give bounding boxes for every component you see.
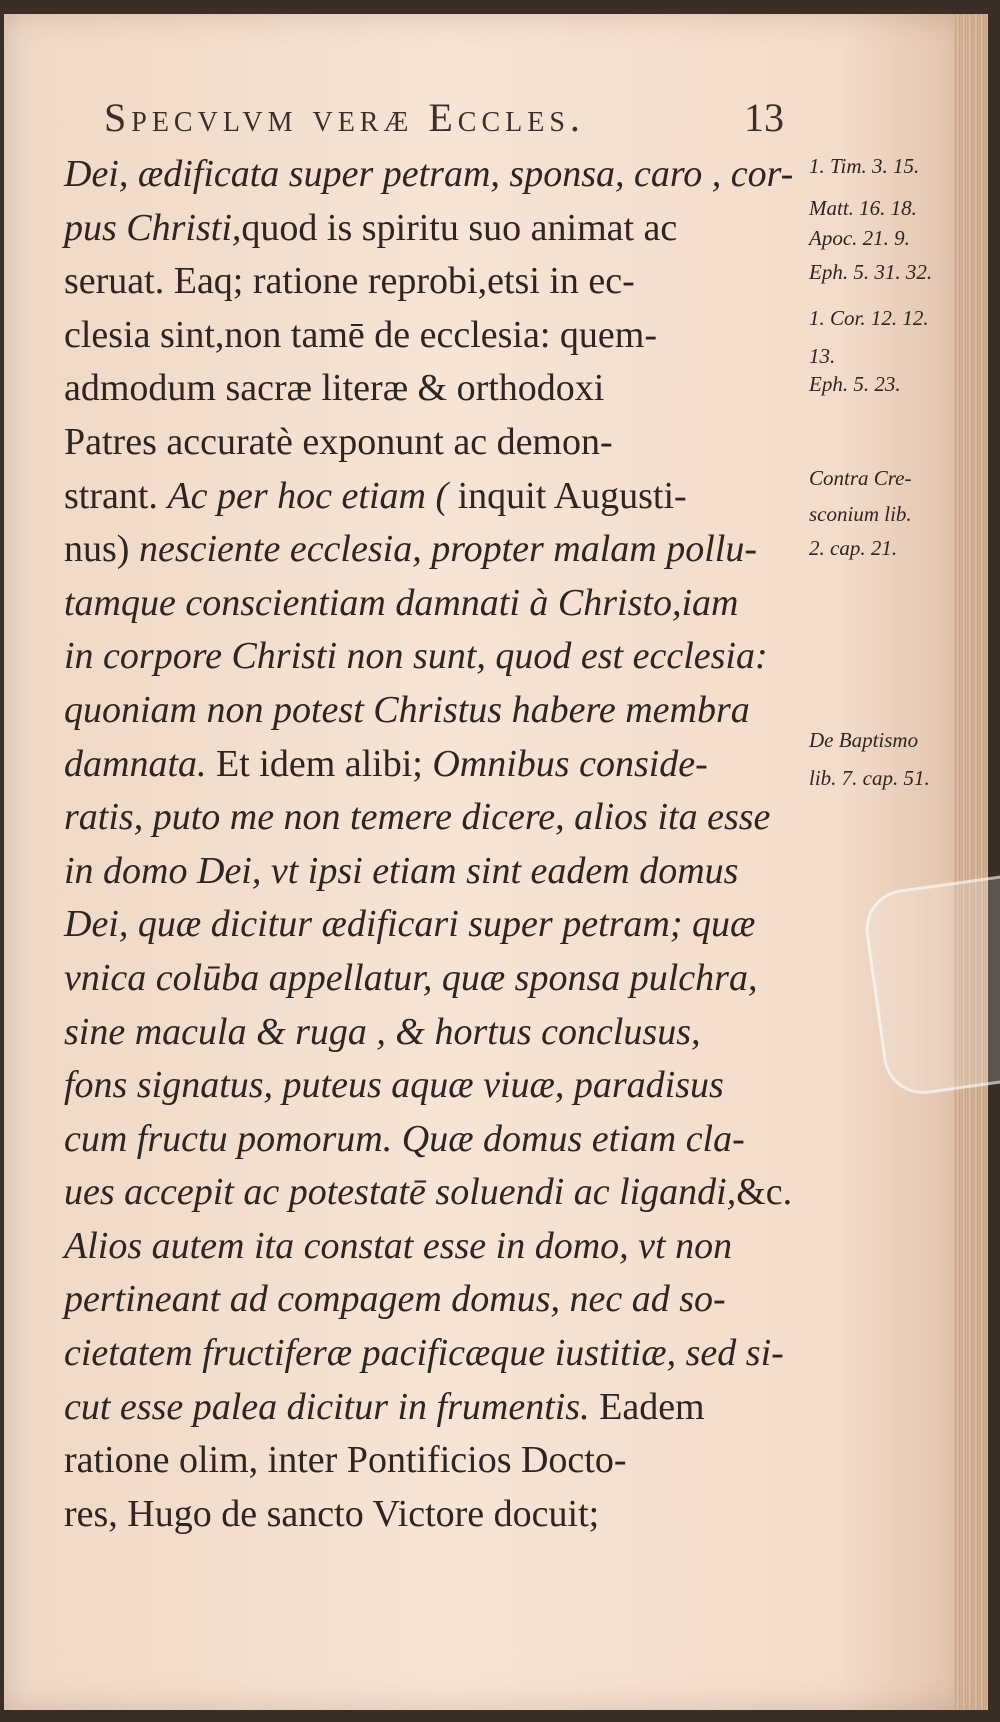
text-line	[64, 1006, 804, 1060]
page-number: 13	[744, 95, 784, 140]
italic-run: ues accepit ac potestatē soluendi ac ligandi,	[64, 1171, 737, 1214]
roman-run: admodum sacræ literæ & orthodoxi	[64, 367, 605, 410]
italic-run: damnata.	[64, 742, 207, 785]
text-line	[64, 1166, 804, 1220]
margin-note: 1. Tim. 3. 15.	[809, 154, 920, 178]
margin-note: lib. 7. cap. 51.	[809, 766, 930, 790]
text-line	[64, 202, 804, 256]
text-line	[64, 1059, 804, 1113]
italic-run: in domo Dei, vt ipsi etiam sint eadem domus	[64, 849, 739, 892]
text-line	[64, 416, 804, 470]
text-line	[64, 148, 804, 202]
margin-note: Eph. 5. 31. 32.	[809, 260, 933, 284]
italic-run: Dei, ædificata super petram, sponsa, caro , cor-	[64, 153, 794, 195]
roman-run: strant.	[64, 474, 168, 517]
text-line	[64, 309, 804, 363]
italic-run: in corpore Christi non sunt, quod est ecclesia:	[64, 635, 768, 678]
roman-run: quod is spiritu suo animat ac	[241, 206, 678, 249]
text-line	[64, 255, 804, 309]
roman-run: Eadem	[589, 1385, 705, 1428]
italic-run: vnica colūba appellatur, quæ sponsa pulchra,	[64, 956, 758, 999]
italic-run: Ac per hoc etiam (	[167, 474, 449, 517]
book-page	[4, 14, 988, 1710]
margin-note: Matt. 16. 18.	[809, 196, 917, 220]
italic-run: Omnibus conside-	[432, 742, 708, 785]
text-line	[64, 470, 804, 524]
margin-note: Eph. 5. 23.	[809, 372, 901, 396]
text-line	[64, 738, 804, 792]
italic-run: Dei, quæ dicitur ædificari super petram; quæ	[64, 903, 756, 946]
running-head	[104, 94, 784, 141]
text-line	[64, 630, 804, 684]
text-line	[64, 684, 804, 738]
margin-note: 2. cap. 21.	[809, 536, 898, 560]
margin-note: Contra Cre-	[809, 466, 912, 490]
roman-run: ratione olim, inter Pontificios Docto-	[64, 1439, 627, 1482]
margin-note: Apoc. 21. 9.	[809, 226, 910, 250]
margin-note: 13.	[809, 344, 836, 368]
paper-clip	[860, 875, 1000, 1099]
text-line	[64, 577, 804, 631]
page-edge	[954, 14, 988, 1710]
text-line	[64, 1327, 804, 1381]
text-line	[64, 1434, 804, 1488]
roman-run: res, Hugo de sancto Victore docuit;	[64, 1492, 600, 1535]
text-line	[64, 791, 804, 845]
italic-run: nesciente ecclesia, propter malam pollu-	[138, 528, 757, 571]
roman-run: inquit Augusti-	[448, 474, 687, 517]
text-line	[64, 523, 804, 577]
margin-note: sconium lib.	[809, 502, 912, 526]
body-text	[64, 148, 804, 1541]
italic-run: cum fructu pomorum. Quæ domus etiam cla-	[64, 1117, 745, 1160]
italic-run: tamque conscientiam damnati à Christo,iam	[64, 581, 739, 624]
text-line	[64, 845, 804, 899]
roman-run: Et idem alibi;	[206, 742, 433, 785]
roman-run: clesia sint,non tamē de ecclesia: quem-	[64, 313, 657, 356]
text-line	[64, 952, 804, 1006]
text-line	[64, 362, 804, 416]
margin-note: 1. Cor. 12. 12.	[809, 306, 929, 330]
italic-run: pus Christi,	[64, 206, 242, 249]
text-line	[64, 1488, 804, 1542]
roman-run: &c.	[736, 1171, 793, 1214]
text-line	[64, 1381, 804, 1435]
roman-run: nus)	[64, 528, 139, 571]
italic-run: cietatem fructiferæ pacificæque iustitiæ, sed si-	[64, 1332, 784, 1375]
roman-run: seruat. Eaq; ratione reprobi,etsi in ec-	[64, 260, 635, 303]
margin-note: De Baptismo	[809, 728, 919, 752]
text-line	[64, 1220, 804, 1274]
text-line	[64, 898, 804, 952]
italic-run: fons signatus, puteus aquæ viuæ, paradisus	[64, 1064, 724, 1107]
italic-run: ratis, puto me non temere dicere, alios ita esse	[64, 796, 771, 839]
italic-run: pertineant ad compagem domus, nec ad so-	[64, 1278, 726, 1321]
italic-run: quoniam non potest Christus habere membra	[64, 688, 750, 731]
italic-run: cut esse palea dicitur in frumentis.	[64, 1385, 590, 1428]
italic-run: Alios autem ita constat esse in domo, vt non	[64, 1224, 733, 1267]
running-head-title: Specvlvm veræ Eccles.	[104, 95, 585, 140]
roman-run: Patres accuratè exponunt ac demon-	[64, 420, 613, 463]
text-line	[64, 1113, 804, 1167]
text-line	[64, 1273, 804, 1327]
italic-run: sine macula & ruga , & hortus conclusus,	[64, 1010, 701, 1053]
